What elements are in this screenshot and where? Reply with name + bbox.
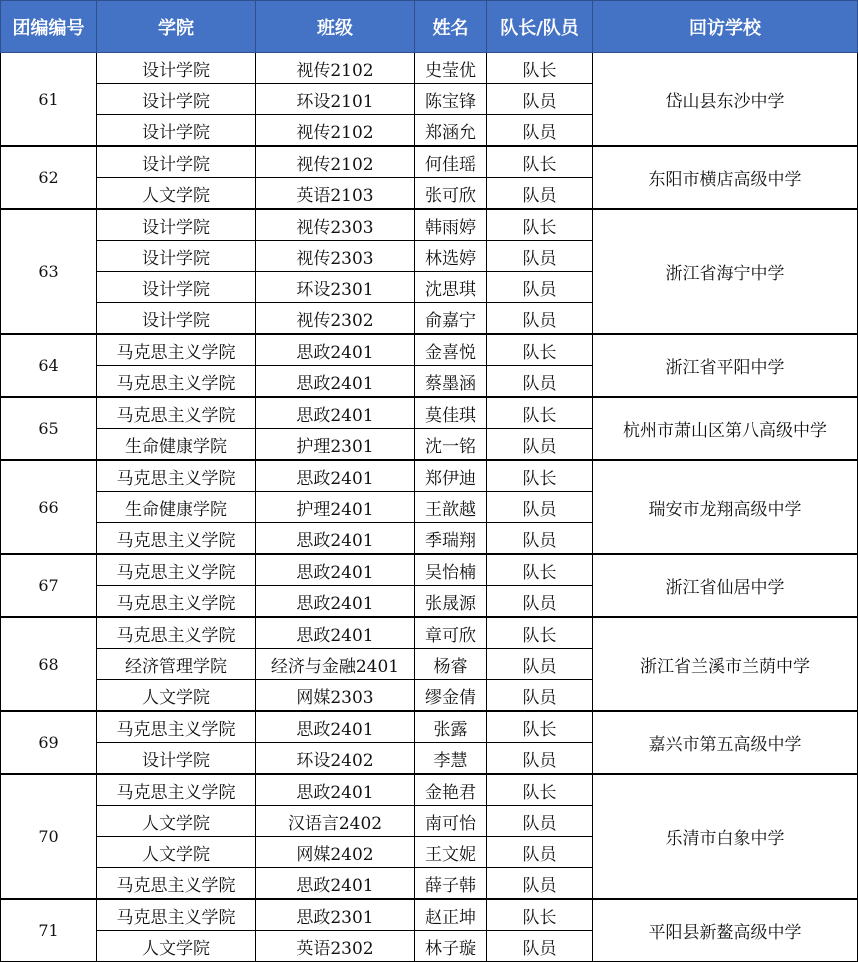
college-cell: 设计学院 (97, 272, 256, 303)
table-row (1, 146, 858, 178)
college-cell: 设计学院 (97, 53, 256, 84)
header-row (1, 1, 858, 53)
name-cell: 李慧 (415, 743, 487, 775)
role-cell: 队员 (487, 523, 593, 555)
class-cell: 视传2303 (256, 209, 415, 241)
table-row (1, 711, 858, 743)
class-cell: 思政2401 (256, 868, 415, 900)
name-cell: 郑伊迪 (415, 460, 487, 492)
school-cell: 平阳县新鳌高级中学 (593, 899, 858, 962)
role-cell: 队长 (487, 209, 593, 241)
name-cell: 蔡墨涵 (415, 366, 487, 398)
role-cell: 队员 (487, 931, 593, 962)
school-cell: 嘉兴市第五高级中学 (593, 711, 858, 774)
college-cell: 马克思主义学院 (97, 397, 256, 429)
role-cell: 队长 (487, 460, 593, 492)
class-cell: 网媒2303 (256, 680, 415, 712)
class-cell: 视传2302 (256, 303, 415, 335)
name-cell: 季瑞翔 (415, 523, 487, 555)
name-cell: 史莹优 (415, 53, 487, 84)
table-body (1, 53, 858, 962)
class-cell: 思政2401 (256, 711, 415, 743)
name-cell: 章可欣 (415, 617, 487, 649)
role-cell: 队长 (487, 334, 593, 366)
role-cell: 队长 (487, 711, 593, 743)
header-class: 班级 (256, 1, 415, 53)
table-row (1, 554, 858, 586)
role-cell: 队长 (487, 774, 593, 806)
name-cell: 俞嘉宁 (415, 303, 487, 335)
class-cell: 思政2401 (256, 460, 415, 492)
college-cell: 人文学院 (97, 178, 256, 210)
college-cell: 马克思主义学院 (97, 523, 256, 555)
table-header (1, 1, 858, 53)
role-cell: 队员 (487, 586, 593, 618)
college-cell: 生命健康学院 (97, 429, 256, 461)
name-cell: 金艳君 (415, 774, 487, 806)
college-cell: 人文学院 (97, 680, 256, 712)
class-cell: 英语2103 (256, 178, 415, 210)
school-cell: 瑞安市龙翔高级中学 (593, 460, 858, 554)
class-cell: 环设2301 (256, 272, 415, 303)
class-cell: 环设2402 (256, 743, 415, 775)
school-cell: 浙江省海宁中学 (593, 209, 858, 334)
college-cell: 设计学院 (97, 303, 256, 335)
college-cell: 马克思主义学院 (97, 617, 256, 649)
table-row (1, 397, 858, 429)
table-row (1, 460, 858, 492)
header-group-id: 团编编号 (1, 1, 97, 53)
group-id-cell: 61 (1, 53, 97, 147)
name-cell: 金喜悦 (415, 334, 487, 366)
role-cell: 队长 (487, 554, 593, 586)
class-cell: 视传2102 (256, 115, 415, 147)
role-cell: 队员 (487, 241, 593, 272)
group-id-cell: 67 (1, 554, 97, 617)
college-cell: 马克思主义学院 (97, 460, 256, 492)
class-cell: 视传2102 (256, 146, 415, 178)
role-cell: 队员 (487, 837, 593, 868)
name-cell: 郑涵允 (415, 115, 487, 147)
name-cell: 韩雨婷 (415, 209, 487, 241)
group-id-cell: 70 (1, 774, 97, 899)
role-cell: 队长 (487, 899, 593, 931)
class-cell: 思政2301 (256, 899, 415, 931)
college-cell: 经济管理学院 (97, 649, 256, 680)
college-cell: 人文学院 (97, 931, 256, 962)
college-cell: 马克思主义学院 (97, 899, 256, 931)
role-cell: 队长 (487, 617, 593, 649)
role-cell: 队员 (487, 429, 593, 461)
school-cell: 乐清市白象中学 (593, 774, 858, 899)
table-row (1, 617, 858, 649)
class-cell: 英语2302 (256, 931, 415, 962)
class-cell: 思政2401 (256, 523, 415, 555)
college-cell: 马克思主义学院 (97, 334, 256, 366)
role-cell: 队员 (487, 366, 593, 398)
name-cell: 张晟源 (415, 586, 487, 618)
name-cell: 沈思琪 (415, 272, 487, 303)
class-cell: 思政2401 (256, 586, 415, 618)
name-cell: 杨睿 (415, 649, 487, 680)
college-cell: 设计学院 (97, 241, 256, 272)
class-cell: 护理2401 (256, 492, 415, 523)
role-cell: 队员 (487, 115, 593, 147)
group-id-cell: 62 (1, 146, 97, 209)
class-cell: 思政2401 (256, 617, 415, 649)
school-cell: 杭州市萧山区第八高级中学 (593, 397, 858, 460)
group-id-cell: 68 (1, 617, 97, 711)
header-role: 队长/队员 (487, 1, 593, 53)
school-cell: 浙江省兰溪市兰荫中学 (593, 617, 858, 711)
table-row (1, 774, 858, 806)
college-cell: 设计学院 (97, 743, 256, 775)
college-cell: 马克思主义学院 (97, 774, 256, 806)
role-cell: 队员 (487, 868, 593, 900)
college-cell: 设计学院 (97, 209, 256, 241)
college-cell: 马克思主义学院 (97, 711, 256, 743)
college-cell: 设计学院 (97, 146, 256, 178)
college-cell: 马克思主义学院 (97, 868, 256, 900)
college-cell: 生命健康学院 (97, 492, 256, 523)
name-cell: 缪金倩 (415, 680, 487, 712)
name-cell: 王歆越 (415, 492, 487, 523)
college-cell: 马克思主义学院 (97, 554, 256, 586)
role-cell: 队员 (487, 743, 593, 775)
role-cell: 队员 (487, 303, 593, 335)
class-cell: 思政2401 (256, 397, 415, 429)
class-cell: 网媒2402 (256, 837, 415, 868)
group-id-cell: 71 (1, 899, 97, 962)
school-cell: 岱山县东沙中学 (593, 53, 858, 147)
class-cell: 汉语言2402 (256, 806, 415, 837)
college-cell: 设计学院 (97, 84, 256, 115)
name-cell: 林选婷 (415, 241, 487, 272)
role-cell: 队长 (487, 397, 593, 429)
name-cell: 陈宝锋 (415, 84, 487, 115)
header-college: 学院 (97, 1, 256, 53)
table-row (1, 899, 858, 931)
name-cell: 张可欣 (415, 178, 487, 210)
role-cell: 队员 (487, 680, 593, 712)
table-row (1, 53, 858, 84)
class-cell: 视传2303 (256, 241, 415, 272)
header-school: 回访学校 (593, 1, 858, 53)
group-id-cell: 69 (1, 711, 97, 774)
role-cell: 队长 (487, 53, 593, 84)
name-cell: 赵正坤 (415, 899, 487, 931)
name-cell: 薛子韩 (415, 868, 487, 900)
role-cell: 队员 (487, 84, 593, 115)
college-cell: 设计学院 (97, 115, 256, 147)
school-cell: 浙江省平阳中学 (593, 334, 858, 397)
name-cell: 王文妮 (415, 837, 487, 868)
school-cell: 浙江省仙居中学 (593, 554, 858, 617)
role-cell: 队员 (487, 178, 593, 210)
name-cell: 南可怡 (415, 806, 487, 837)
group-id-cell: 65 (1, 397, 97, 460)
name-cell: 何佳瑶 (415, 146, 487, 178)
role-cell: 队长 (487, 146, 593, 178)
school-cell: 东阳市横店高级中学 (593, 146, 858, 209)
header-name: 姓名 (415, 1, 487, 53)
class-cell: 思政2401 (256, 554, 415, 586)
class-cell: 环设2101 (256, 84, 415, 115)
name-cell: 吴怡楠 (415, 554, 487, 586)
group-id-cell: 63 (1, 209, 97, 334)
class-cell: 思政2401 (256, 774, 415, 806)
class-cell: 思政2401 (256, 334, 415, 366)
college-cell: 人文学院 (97, 806, 256, 837)
group-id-cell: 64 (1, 334, 97, 397)
table-row (1, 334, 858, 366)
role-cell: 队员 (487, 492, 593, 523)
class-cell: 护理2301 (256, 429, 415, 461)
table-row (1, 209, 858, 241)
group-id-cell: 66 (1, 460, 97, 554)
role-cell: 队员 (487, 272, 593, 303)
college-cell: 人文学院 (97, 837, 256, 868)
name-cell: 沈一铭 (415, 429, 487, 461)
class-cell: 思政2401 (256, 366, 415, 398)
role-cell: 队员 (487, 649, 593, 680)
class-cell: 经济与金融2401 (256, 649, 415, 680)
college-cell: 马克思主义学院 (97, 586, 256, 618)
class-cell: 视传2102 (256, 53, 415, 84)
name-cell: 莫佳琪 (415, 397, 487, 429)
name-cell: 林子璇 (415, 931, 487, 962)
role-cell: 队员 (487, 806, 593, 837)
name-cell: 张露 (415, 711, 487, 743)
college-cell: 马克思主义学院 (97, 366, 256, 398)
